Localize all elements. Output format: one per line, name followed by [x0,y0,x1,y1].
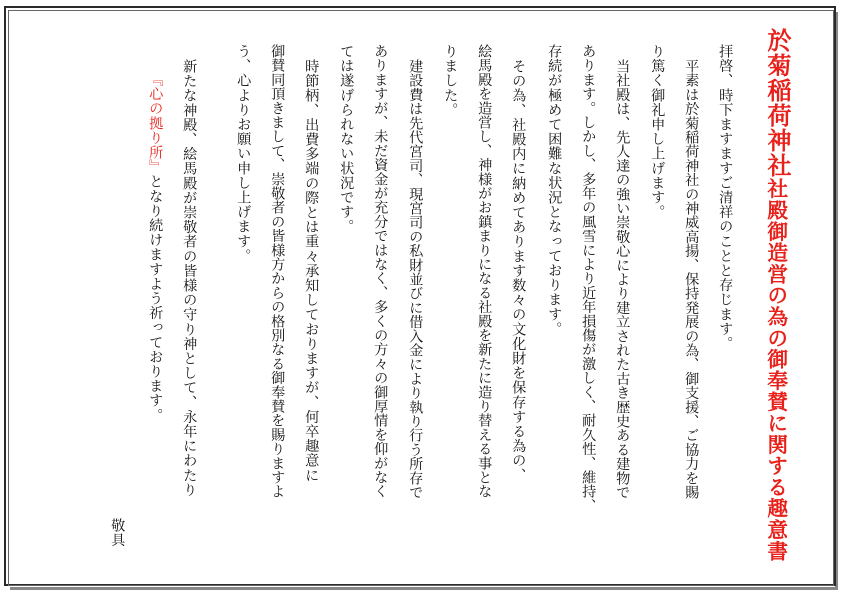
body-line-4: 当社殿は、先人達の強い崇敬心により建立された古き歴史ある建物で [614,59,631,500]
body-line-17 [148,72,162,422]
quoted-phrase: 『心の拠り所』 [147,72,164,175]
body-line-13: 時節柄、出費多端の際とは重々承知しておりますが、何卒趣意に [303,59,320,483]
line-remainder: となり続けますよう祈っております。 [147,174,164,423]
body-line-14: 御賛同頂きまして、崇敬者の皆様方からの格別なる御奉賛を賜りますよ [269,44,286,499]
body-line-9: りました。 [442,44,459,117]
closing-keigu: 敬具 [109,518,126,548]
body-line-5: あります。しかし、多年の風雪により近年損傷が激しく、耐久性、維持、 [580,44,597,513]
body-line-8: 絵馬殿を造営し、神様がお鎮まりになる社殿を新たに造り替える事とな [476,44,493,499]
body-line-16: 新たな神殿、絵馬殿が崇敬者の皆様の守り神として、永年にわたり [181,59,198,497]
body-line-10: 建設費は先代宮司、現宮司の私財並びに借入金により執り行う所存で [407,59,424,500]
body-line-6: 存続が極めて困難な状況となっております。 [546,44,563,336]
body-line-12: ては遂げられない状況です。 [338,44,355,234]
body-line-2: 平素は於菊稲荷神社の神威高揚、保持発展の為、御支援、ご協力を賜 [683,59,700,500]
document-title-line1: 於菊稲荷神社 [763,28,792,178]
document-title-line2: 社殿御造営の為の御奉賛に関する趣意書 [763,178,788,562]
body-line-1: 拝啓、時下ますますご清祥のことと存じます。 [717,44,734,351]
body-line-3: り篤く御礼申し上げます。 [649,44,666,220]
body-line-11: ありますが、未だ資金が充分ではなく、多くの方々の御厚情を仰がなく [372,44,389,499]
body-line-15: う、心よりお願い申し上げます。 [235,44,252,263]
body-line-7: その為、社殿内に納めてあります数々の文化財を保存する為の、 [510,59,527,483]
